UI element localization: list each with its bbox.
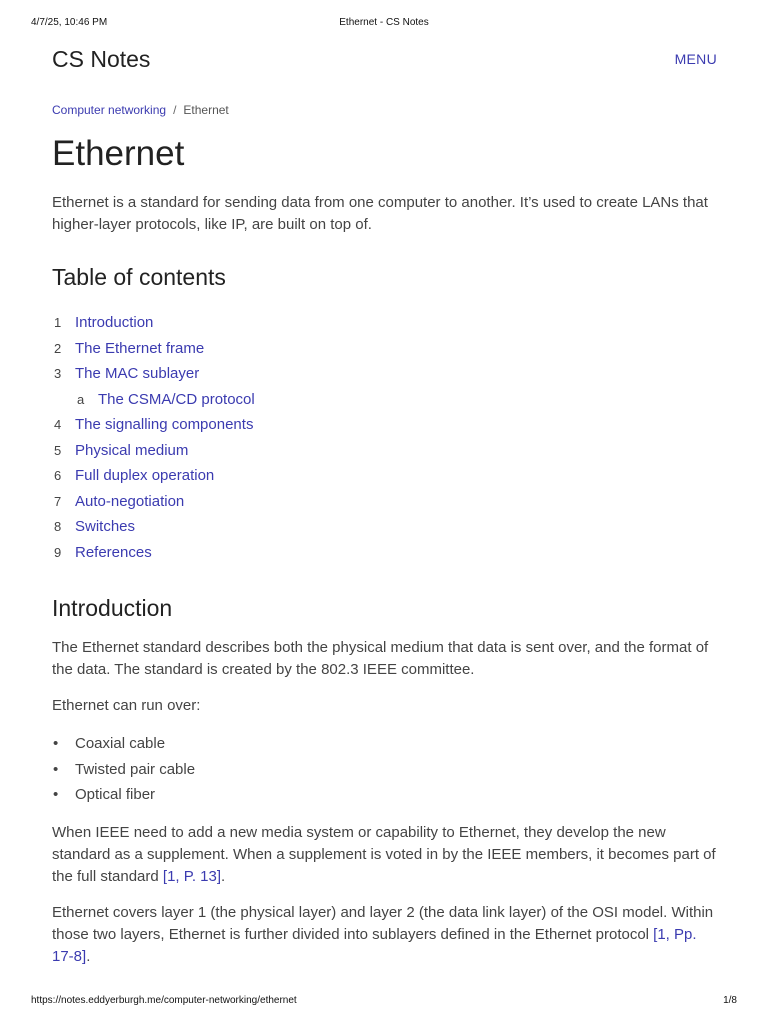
toc-link-ethernet-frame[interactable]: The Ethernet frame — [75, 339, 205, 357]
breadcrumb — [52, 100, 717, 120]
table-of-contents — [52, 310, 717, 565]
toc-item — [52, 310, 717, 336]
paragraph-text: When IEEE need to add a new media system or capability to Ethernet, they develop the new standard as a supplement. When a supplement is voted in by the IEEE members, it becomes part of the full standard — [52, 823, 716, 885]
toc-item — [52, 514, 717, 540]
toc-link-mac-sublayer[interactable]: The MAC sublayer — [75, 365, 200, 382]
list-item-text: Optical fiber — [75, 786, 156, 803]
toc-item — [52, 361, 717, 387]
intro-paragraph: Ethernet is a standard for sending data from one computer to another. It’s used to create LANs that higher-layer protocols, like IP, are built on top of. — [52, 194, 708, 233]
citation-link[interactable]: [1, P. 13] — [162, 867, 222, 885]
toc-link-introduction[interactable]: Introduction — [75, 314, 154, 331]
toc-link-physical-medium[interactable]: Physical medium — [75, 441, 189, 459]
main-content — [52, 100, 717, 968]
menu-button[interactable]: MENU — [674, 51, 717, 67]
toc-link-switches[interactable]: Switches — [75, 518, 136, 535]
introduction-paragraph-4 — [52, 902, 717, 968]
paragraph-end: . — [221, 867, 226, 885]
toc-item-number: 1 — [54, 315, 62, 330]
breadcrumb-separator: / — [173, 103, 177, 117]
site-header — [52, 44, 717, 78]
toc-item — [52, 438, 717, 464]
toc-item — [52, 489, 717, 515]
toc-subitem — [52, 387, 717, 413]
breadcrumb-current: Ethernet — [183, 103, 229, 117]
toc-item-number: a — [77, 391, 85, 407]
print-page-number: 1/8 — [723, 995, 737, 1006]
page-title: Ethernet — [52, 134, 185, 173]
bullet-icon: • — [53, 786, 59, 803]
toc-link-auto-negotiation[interactable]: Auto-negotiation — [75, 492, 185, 510]
paragraph-end: . — [86, 947, 91, 965]
site-title[interactable]: CS Notes — [52, 46, 151, 72]
introduction-paragraph-3 — [52, 822, 717, 888]
print-datetime: 4/7/25, 10:46 PM — [31, 17, 108, 28]
paragraph-text: Ethernet covers layer 1 (the physical layer) and layer 2 (the data link layer) of the OSI model. Within those two layers, Ethernet is further divided into sublayers defined in the Ethernet protocol — [52, 903, 714, 943]
list-item — [52, 757, 717, 783]
toc-item-number: 2 — [54, 340, 62, 356]
list-item-text: Coaxial cable — [75, 735, 166, 752]
introduction-paragraph-2: Ethernet can run over: — [52, 697, 201, 714]
toc-item-number: 9 — [54, 544, 62, 560]
toc-item-number: 7 — [54, 493, 62, 509]
toc-item — [52, 540, 717, 566]
toc-item-number: 3 — [54, 366, 62, 381]
toc-link-csma-cd-protocol[interactable]: The CSMA/CD protocol — [98, 390, 255, 408]
print-footer — [0, 995, 768, 1009]
breadcrumb-parent-link[interactable]: Computer networking — [52, 103, 167, 117]
section-title-introduction: Introduction — [52, 595, 173, 621]
toc-item-number: 4 — [54, 417, 62, 432]
print-url: https://notes.eddyerburgh.me/computer-networking/ethernet — [31, 995, 297, 1006]
toc-item-number: 8 — [54, 519, 62, 534]
toc-link-references[interactable]: References — [75, 543, 152, 561]
bullet-icon: • — [53, 760, 59, 778]
toc-item — [52, 463, 717, 489]
citation-link[interactable]: [1, Pp. 17-8] — [52, 925, 697, 965]
toc-item-number: 5 — [54, 442, 62, 458]
toc-title: Table of contents — [52, 264, 226, 290]
toc-item-number: 6 — [54, 468, 62, 483]
list-item — [52, 731, 717, 757]
introduction-paragraph-1: The Ethernet standard describes both the physical medium that data is sent over, and the format of the data. The standard is created by the 802.3 IEEE committee. — [52, 639, 709, 678]
bullet-icon: • — [53, 735, 59, 752]
list-item-text: Twisted pair cable — [75, 760, 196, 778]
toc-item — [52, 336, 717, 362]
toc-link-signalling-components[interactable]: The signalling components — [75, 416, 254, 433]
media-list — [52, 731, 717, 808]
list-item — [52, 782, 717, 808]
toc-item — [52, 412, 717, 438]
print-doc-title: Ethernet - CS Notes — [339, 17, 429, 28]
print-header — [0, 17, 768, 31]
toc-link-full-duplex[interactable]: Full duplex operation — [75, 467, 215, 484]
